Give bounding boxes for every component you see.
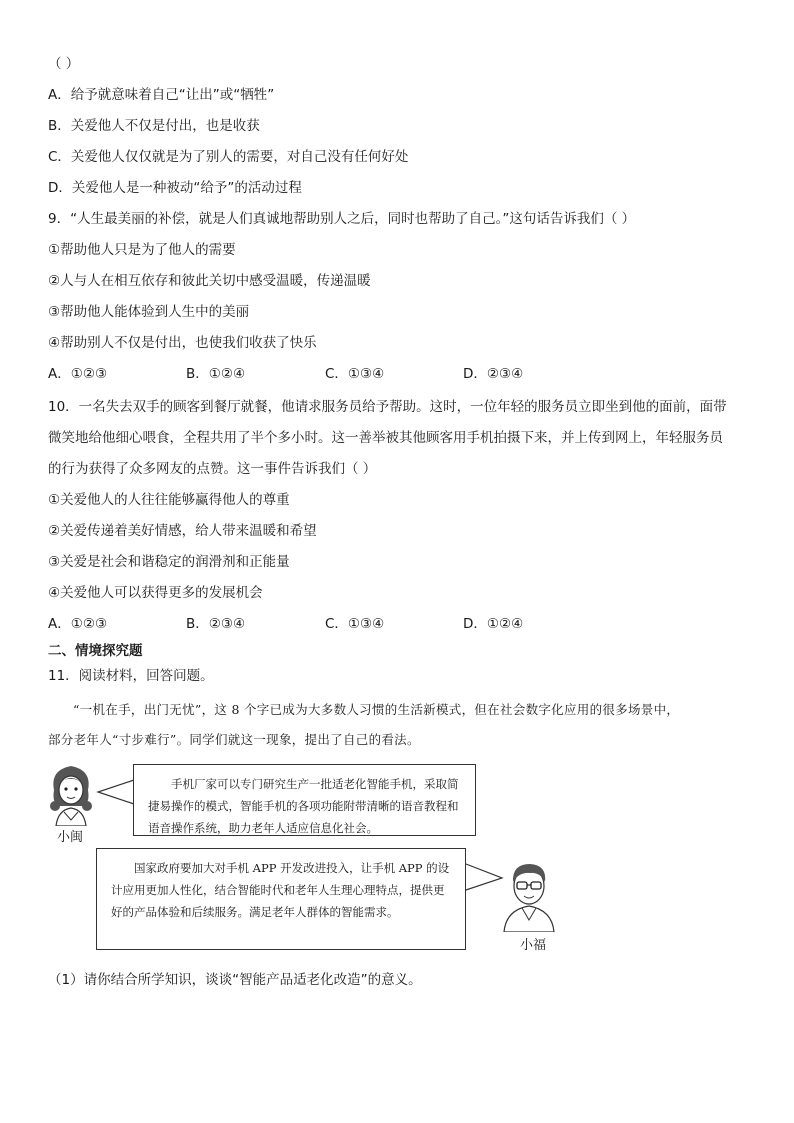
q10-statement-4: ④关爱他人可以获得更多的发展机会 xyxy=(48,585,263,601)
q8-option-b: B．关爱他人不仅是付出，也是收获 xyxy=(48,118,260,134)
q9-stem: 9．“人生最美丽的补偿，就是人们真诚地帮助别人之后，同时也帮助了自己。”这句话告诉我们（ ） xyxy=(48,211,636,227)
q11-material xyxy=(48,695,748,755)
girl-avatar-icon xyxy=(46,760,96,826)
q10-option-b: B．②③④ xyxy=(186,616,246,632)
speaker-name-xiaomin: 小闽 xyxy=(57,830,84,845)
q10-option-d: D．①②④ xyxy=(463,616,524,632)
q8-option-d: D．关爱他人是一种被动“给予”的活动过程 xyxy=(48,180,302,196)
q11-material-line-2: 部分老年人“寸步难行”。同学们就这一现象，提出了自己的看法。 xyxy=(48,732,420,747)
q9-option-c: C．①③④ xyxy=(325,366,385,382)
speech-bubble-xiaomin xyxy=(133,764,476,836)
q9-statement-1: ①帮助他人只是为了他人的需要 xyxy=(48,242,236,258)
q11-subquestion-1: （1）请你结合所学知识，谈谈“智能产品适老化改造”的意义。 xyxy=(48,972,422,988)
q11-stem: 11．阅读材料，回答问题。 xyxy=(48,668,214,684)
bubble-tail-left xyxy=(96,778,136,808)
speaker-name-xiaofu: 小福 xyxy=(520,938,547,953)
q10-stem-line-3: 的行为获得了众多网友的点赞。这一事件告诉我们（ ） xyxy=(48,461,377,477)
q10-statement-1: ①关爱他人的人往往能够赢得他人的尊重 xyxy=(48,492,290,508)
speech-bubble-xiaofu xyxy=(96,848,466,950)
q9-statement-4: ④帮助别人不仅是付出，也使我们收获了快乐 xyxy=(48,335,317,351)
q10-stem-line-2: 微笑地给他细心喂食，全程共用了半个多小时。这一善举被其他顾客用手机拍摄下来，并上传到网上，年轻服务员 xyxy=(48,430,723,446)
q8-stem-tail: （ ） xyxy=(48,56,80,72)
q9-option-a: A．①②③ xyxy=(48,366,108,382)
q9-option-b: B．①②④ xyxy=(186,366,246,382)
q8-option-c: C．关爱他人仅仅就是为了别人的需要，对自己没有任何好处 xyxy=(48,149,409,165)
q10-option-a: A．①②③ xyxy=(48,616,108,632)
q9-statement-2: ②人与人在相互依存和彼此关切中感受温暖，传递温暖 xyxy=(48,273,371,289)
section-title: 二、情境探究题 xyxy=(48,643,143,659)
q9-statement-3: ③帮助他人能体验到人生中的美丽 xyxy=(48,304,250,320)
q10-option-c: C．①③④ xyxy=(325,616,385,632)
q10-stem-line-1: 10．一名失去双手的顾客到餐厅就餐，他请求服务员给予帮助。这时，一位年轻的服务员立即坐到他的面前，面带 xyxy=(48,399,727,415)
q8-option-a: A．给予就意味着自己“让出”或“牺牲” xyxy=(48,87,275,103)
bubble-text-xiaofu: 国家政府要加大对手机 APP 开发改进投入，让手机 APP 的设计应用更加人性化，结合智能时代和老年人生理心理特点，提供更好的产品体验和后续服务。满足老年人群体的智能需求。 xyxy=(111,861,450,919)
boy-avatar-icon xyxy=(498,856,560,932)
q9-option-d: D．②③④ xyxy=(463,366,524,382)
q11-material-line-1: “一机在手，出门无忧”，这 8 个字已成为大多数人习惯的生活新模式，但在社会数字化应用的很多场景中， xyxy=(73,702,680,717)
q10-statement-3: ③关爱是社会和谐稳定的润滑剂和正能量 xyxy=(48,554,290,570)
q10-statement-2: ②关爱传递着美好情感，给人带来温暖和希望 xyxy=(48,523,317,539)
bubble-text-xiaomin: 手机厂家可以专门研究生产一批适老化智能手机，采取简捷易操作的模式，智能手机的各项功能附带清晰的语音教程和语音操作系统，助力老年人适应信息化社会。 xyxy=(148,777,459,835)
